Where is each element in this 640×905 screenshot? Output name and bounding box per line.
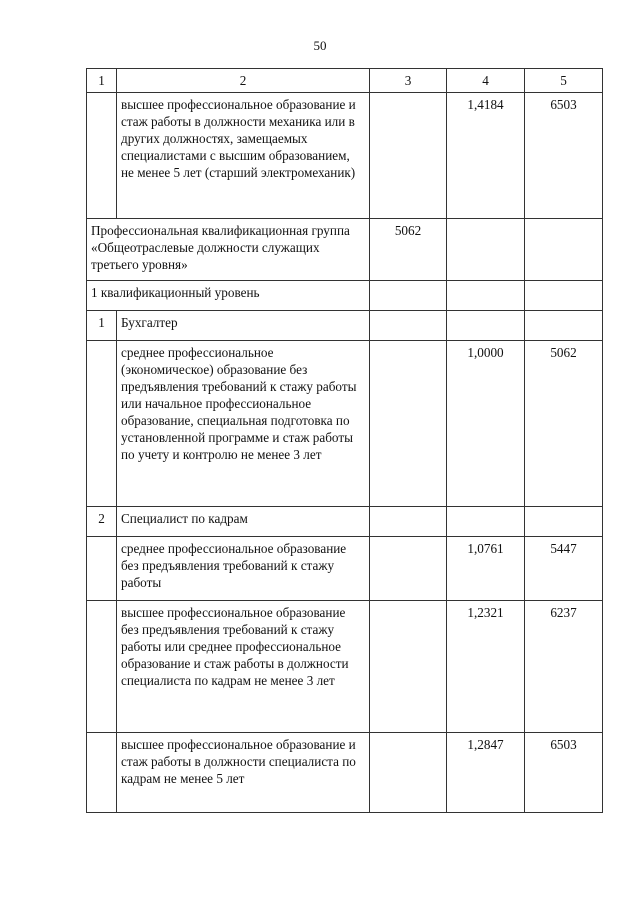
table-row xyxy=(87,507,603,537)
row-salary xyxy=(525,311,603,341)
group-row xyxy=(87,219,603,281)
table-row xyxy=(87,601,603,733)
row-description: Бухгалтер xyxy=(117,311,370,341)
level-row xyxy=(87,281,603,311)
page-number: 50 xyxy=(313,38,327,53)
row-description: среднее профессиональное (экономическое) образование без предъявления требований к стажу работы или начальное профессиональное образование, специальная подготовка по установленной программе и стаж работы по учету и контролю не менее 3 лет xyxy=(117,341,370,507)
row-col3 xyxy=(370,311,447,341)
row-coefficient xyxy=(447,311,525,341)
level-col3 xyxy=(370,281,447,311)
row-number xyxy=(87,601,117,733)
table-row xyxy=(87,93,603,219)
row-salary: 6503 xyxy=(525,733,603,813)
qualification-table xyxy=(86,68,603,813)
group-col5 xyxy=(525,219,603,281)
table-row xyxy=(87,733,603,813)
row-salary: 5062 xyxy=(525,341,603,507)
row-number: 2 xyxy=(87,507,117,537)
table-row xyxy=(87,311,603,341)
row-coefficient xyxy=(447,507,525,537)
level-col5 xyxy=(525,281,603,311)
header-cell-2: 2 xyxy=(117,69,370,93)
row-salary xyxy=(525,507,603,537)
row-col3 xyxy=(370,601,447,733)
group-col4 xyxy=(447,219,525,281)
row-col3 xyxy=(370,537,447,601)
table-header-row xyxy=(87,69,603,93)
table-row xyxy=(87,537,603,601)
row-col3 xyxy=(370,93,447,219)
row-number xyxy=(87,537,117,601)
row-number xyxy=(87,733,117,813)
header-cell-1: 1 xyxy=(87,69,117,93)
header-cell-5: 5 xyxy=(525,69,603,93)
row-salary: 6237 xyxy=(525,601,603,733)
table-row xyxy=(87,341,603,507)
row-coefficient: 1,4184 xyxy=(447,93,525,219)
row-number: 1 xyxy=(87,311,117,341)
row-number xyxy=(87,93,117,219)
qualification-level: 1 квалификационный уровень xyxy=(87,281,370,311)
row-description: среднее профессиональное образование без предъявления требований к стажу работы xyxy=(117,537,370,601)
header-cell-4: 4 xyxy=(447,69,525,93)
row-salary: 5447 xyxy=(525,537,603,601)
row-coefficient: 1,2321 xyxy=(447,601,525,733)
row-salary: 6503 xyxy=(525,93,603,219)
level-col4 xyxy=(447,281,525,311)
row-description: высшее профессиональное образование и стаж работы в должности специалиста по кадрам не менее 5 лет xyxy=(117,733,370,813)
row-number xyxy=(87,341,117,507)
row-description: Специалист по кадрам xyxy=(117,507,370,537)
group-title: Профессиональная квалификационная группа «Общеотраслевые должности служащих третьего уровня» xyxy=(87,219,370,281)
row-col3 xyxy=(370,507,447,537)
row-col3 xyxy=(370,733,447,813)
row-description: высшее профессиональное образование без предъявления требований к стажу работы или среднее профессиональное образование и стаж работы в должности специалиста по кадрам не менее 3 лет xyxy=(117,601,370,733)
header-cell-3: 3 xyxy=(370,69,447,93)
row-coefficient: 1,0761 xyxy=(447,537,525,601)
row-coefficient: 1,0000 xyxy=(447,341,525,507)
row-coefficient: 1,2847 xyxy=(447,733,525,813)
group-base-salary: 5062 xyxy=(370,219,447,281)
row-col3 xyxy=(370,341,447,507)
row-description: высшее профессиональное образование и стаж работы в должности механика или в других должностях, замещаемых специалистами с высшим образованием, не менее 5 лет (старший электромеханик) xyxy=(117,93,370,219)
